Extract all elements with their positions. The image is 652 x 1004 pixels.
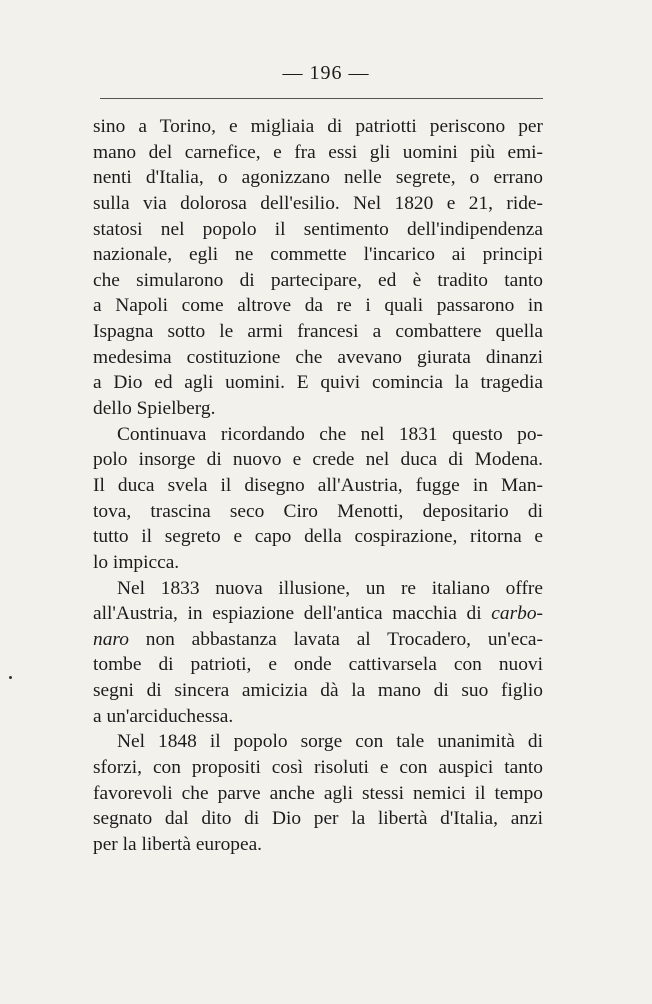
text-line: favorevoli che parve anche agli stessi nemici il tempo bbox=[93, 782, 543, 804]
text-line: medesima costituzione che avevano giurata dinanzi bbox=[93, 346, 543, 368]
paragraph bbox=[93, 576, 543, 730]
text-line: Il duca svela il disegno all'Austria, fugge in Man- bbox=[93, 474, 543, 496]
text-line-with-italic: naro non abbastanza lavata al Trocadero, un'eca- bbox=[93, 628, 543, 650]
body-text bbox=[93, 114, 543, 858]
paragraph bbox=[93, 114, 543, 422]
text-line: segni di sincera amicizia dà la mano di suo figlio bbox=[93, 680, 543, 702]
text-line: sulla via dolorosa dell'esilio. Nel 1820 e 21, ride- bbox=[93, 192, 543, 214]
text-line: dello Spielberg. bbox=[93, 398, 216, 420]
text-line: Nel 1833 nuova illusione, un re italiano offre bbox=[117, 577, 543, 599]
text-line: tombe di patrioti, e onde cattivarsela con nuovi bbox=[93, 654, 543, 676]
italic-word: naro bbox=[93, 628, 129, 650]
text-line: sforzi, con propositi così risoluti e con auspici tanto bbox=[93, 757, 543, 779]
text-line: polo insorge di nuovo e crede nel duca di Modena. bbox=[93, 449, 543, 471]
page-number: — 196 — bbox=[282, 62, 370, 84]
paragraph bbox=[93, 422, 543, 576]
paragraph bbox=[93, 729, 543, 857]
ink-spot bbox=[9, 676, 12, 679]
text-line-with-italic: all'Austria, in espiazione dell'antica macchia di carbo- bbox=[93, 603, 543, 625]
text-line: che simularono di partecipare, ed è tradito tanto bbox=[93, 269, 543, 291]
text-line: a Dio ed agli uomini. E quivi comincia la tragedia bbox=[93, 372, 543, 394]
italic-word: carbo- bbox=[491, 603, 543, 625]
text-line: a Napoli come altrove da re i quali passarono in bbox=[93, 295, 543, 317]
text-line: tutto il segreto e capo della cospirazione, ritorna e bbox=[93, 526, 543, 548]
text-line: Ispagna sotto le armi francesi a combattere quella bbox=[93, 321, 543, 343]
text-line: tova, trascina seco Ciro Menotti, depositario di bbox=[93, 500, 543, 522]
header-rule bbox=[100, 98, 543, 99]
text-line: per la libertà europea. bbox=[93, 833, 263, 855]
text-line: Continuava ricordando che nel 1831 questo po- bbox=[117, 423, 543, 445]
text-line: sino a Torino, e migliaia di patriotti periscono per bbox=[93, 116, 543, 137]
text-line: lo impicca. bbox=[93, 551, 180, 573]
text-line: Nel 1848 il popolo sorge con tale unanimità di bbox=[117, 731, 543, 753]
text-line: statosi nel popolo il sentimento dell'indipendenza bbox=[93, 218, 543, 240]
text-line: segnato dal dito di Dio per la libertà d'Italia, anzi bbox=[93, 808, 543, 830]
text-line: nenti d'Italia, o agonizzano nelle segrete, o errano bbox=[93, 167, 543, 189]
text-line: a un'arciduchessa. bbox=[93, 705, 234, 727]
text-line: mano del carnefice, e fra essi gli uomini più emi- bbox=[93, 141, 543, 163]
text-line: nazionale, egli ne commette l'incarico ai principi bbox=[93, 244, 543, 266]
